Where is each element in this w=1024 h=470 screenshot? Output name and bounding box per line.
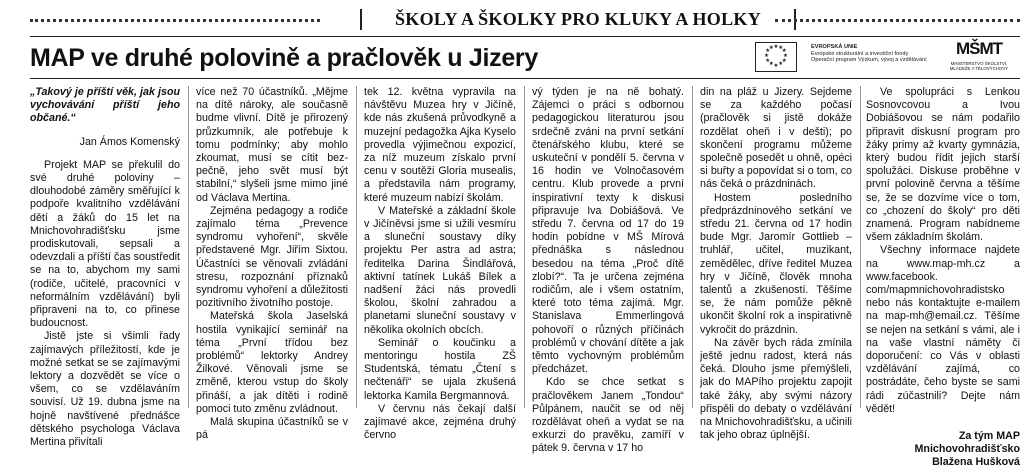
eu-star-icon: ★ bbox=[783, 53, 788, 59]
msmt-name-line2: MLÁDEŽE A TĚLOVÝCHOVY bbox=[949, 66, 1009, 71]
msmt-name-line1: MINISTERSTVO ŠKOLSTVÍ, bbox=[950, 61, 1008, 66]
rubric-title: ŠKOLY A ŠKOLKY PRO KLUKY A HOLKY bbox=[360, 9, 796, 30]
msmt-logo bbox=[948, 40, 1010, 74]
column-divider bbox=[188, 86, 189, 408]
paragraph: vý týden je na ně bohatý. Zájemci o práci s odbornou pedagogickou literaturou jsou srdečně zváni na první setkání čtenářského klubu, které se uskuteční v pondělí 5. června v 16 hodin ve Volnočasovém centru. Klub provede a první inspirativní texty k diskusi připravuje Iva Dobiášová. Ve středu 7. června od 17 do 19 hodin pobídne v MŠ Mírová přednáška s následnou besedou na téma „Proč dítě zlobí?“. Ta je určena zejména rodičům, ale i všem ostatním, které toto téma zajímá. Mgr. Stanislava Emmerlingová pohovoří o různých příčinách problémů v chování dítěte a jak těmto vychovným problémům předcházet. bbox=[532, 86, 684, 376]
eu-star-icon: ★ bbox=[768, 44, 774, 51]
eu-star-icon: ★ bbox=[773, 43, 779, 50]
eu-star-icon: ★ bbox=[773, 62, 779, 69]
eu-star-icon: ★ bbox=[781, 57, 787, 64]
eu-logo-line1: EVROPSKÁ UNIE bbox=[811, 44, 858, 50]
signoff-team: Za tým MAP Mnichovohradišťsko bbox=[914, 430, 1020, 456]
paragraph: Malá skupina účastníků se v pá bbox=[196, 416, 348, 442]
paragraph: din na pláž u Jizery. Sejdeme se za každého počasí (pračlověk si jistě dokáže rozdělat oheň i v dešti); po skončení programu můžeme společně posedět u ohně, opéci si buřty a popovídat si o tom, co nás čeká o prázdninách. bbox=[700, 86, 852, 191]
top-rule bbox=[30, 36, 1020, 37]
paragraph: Hostem posledního předprázdninového setkání ve středu 21. června od 17 hodin bude Mgr. Jaromír Gottlieb – truhlář, učitel, muzikant, zemědělec, dříve ředitel Muzea hry v Jičíně, člověk mnoha talentů a zkušeností. Těšíme se, že nám pomůže pěkně ukončit školní rok a inspirativně vykročit do prázdnin. bbox=[700, 191, 852, 336]
eu-star-icon: ★ bbox=[765, 48, 771, 55]
eu-star-icon: ★ bbox=[778, 61, 784, 68]
motto-quote: „Takový je příští věk, jak jsou vychovávání příští jeho občané.“ bbox=[30, 86, 180, 125]
eu-logo-line3: Operační program Výzkum, vývoj a vzdělávání bbox=[811, 57, 927, 64]
msmt-mark: MŠMT bbox=[956, 39, 1003, 58]
paragraph: více než 70 účastníků. „Mějme na dítě nároky, ale současně budme vlivní. Dítě je přirozený průzkumník, ale potřebuje k tomu podmínky; aby mohlo zkoumat, musí se cítit bezpečně, jeho svět musí být stabilní,“ slyšeli jsme mimo jiné od Václava Mertina. bbox=[196, 86, 348, 204]
paragraph: Všechny informace najdete na www.map-mh.cz a www.facebook. com/mapmnichovohradistsko nebo nás kontaktujte e-mailem na map-mh@email.cz. Těšíme se nejen na setkání s vámi, ale i na vaše vlastní náměty či doporučení: co Vás v oblasti vzdělávání zajímá, co postrádáte, čeho byste se sami rádi zúčastnili? Dejte nám vědět! bbox=[866, 244, 1020, 415]
paragraph: Mateřská škola Jaselská hostila vynikající seminář na téma „První třídou bez problémů“ lektorky Andrey Žilkové. Věnovali jsme se změně, kterou vstup do školy přináší, a jak dítěti i rodině pomoci tuto změnu zvládnout. bbox=[196, 310, 348, 415]
section-rubric bbox=[30, 5, 1020, 31]
eu-star-icon: ★ bbox=[778, 44, 784, 51]
eu-star-icon: ★ bbox=[764, 53, 769, 59]
signoff-name: Blažena Hušková bbox=[932, 456, 1020, 469]
eu-star-icon: ★ bbox=[765, 57, 771, 64]
paragraph: Zejména pedagogy a rodiče zajímalo téma „Prevence syndromu vyhoření“, skvěle představené Mgr. Jiřím Sixtou. Účastníci se věnovali zvládání stresu, rozpoznání příznaků syndromu vyhoření a důležitosti pozitivního životního postoje. bbox=[196, 204, 348, 310]
eu-star-icon: ★ bbox=[768, 61, 774, 68]
eu-logo-line2: Evropské strukturální a investiční fondy bbox=[811, 50, 909, 57]
msmt-name bbox=[948, 61, 1010, 71]
paragraph: Jistě jste si všimli řady zajímavých příležitostí, kde je možné setkat se se zajímavými lektory a dozvědět se více o všem, co se vzdělaváním souvisí. Už 19. dubna jsme na hojně navštívené přednášce dětského psychologa Václava Mertina přivítali bbox=[30, 330, 180, 449]
article-column-3 bbox=[364, 86, 516, 442]
column-divider bbox=[692, 86, 693, 408]
paragraph: tek 12. května vypravila na návštěvu Muzea hry v Jičíně, kde nás zkušená průvodkyně a muzejní pedagožka Ajka Kyselo provedla výjimečnou expozicí, za níž muzeum získalo první cenu v soutěži Gloria musealis, a představila nám programy, které muzeum nabízí školám. bbox=[364, 86, 516, 204]
paragraph: Kdo se chce setkat s pračlověkem Janem „Tondou“ Půlpánem, naučit se od něj rozdělávat oheň a vydat se na exkurzi do pravěku, zamíří v pátek 9. června v 17 ho bbox=[532, 376, 684, 455]
eu-logo-text bbox=[811, 44, 927, 64]
paragraph: V červnu nás čekají další zajímavé akce, zejména druhý červno bbox=[364, 402, 516, 442]
header-rule bbox=[30, 78, 1020, 79]
column-divider bbox=[524, 86, 525, 408]
eu-flag-icon bbox=[755, 42, 797, 72]
article-column-2 bbox=[196, 86, 348, 442]
paragraph: Ve spolupráci s Lenkou Sosnovcovou a Ivou Dobiášovou se nám podařilo připravit diskusní program pro žáky primy až kvarty gymnázia, který budou řídit jejich starší spolužáci. Diskuse proběhne v první polovině června a těšíme se, že se dozvíme více o tom, co „chození do školy“ pro děti znamená. Program nabídneme všem základním školám. bbox=[866, 86, 1020, 244]
eu-star-icon: ★ bbox=[781, 48, 787, 55]
paragraph: V Mateřské a základní škole v Jičíněvsi jsme si užili vesmíru a sluneční soustavy díky projektu Per astra ad astra; ředitelka Darina Šindlářová, aktivní tatínek Lukáš Bílek a nadšení žáci nás provedli školou, školní zahradou a planetami sluneční soustavy v několika okolních obcích. bbox=[364, 204, 516, 336]
eu-logo bbox=[755, 42, 950, 74]
article-column-5 bbox=[700, 86, 852, 442]
paragraph: Na závěr bych ráda zmínila ještě jednu radost, která nás čeká. Dlouho jsme přemýšleli, jak do MAPího projektu zapojit také žáky, aby svými názory přispěli do debaty o vzdělávání na Mnichovohradišťsku, a učinili tak jeho obraz úplnější. bbox=[700, 336, 852, 442]
motto-author: Jan Ámos Komenský bbox=[79, 135, 180, 148]
paragraph: Seminář o koučinku a mentoringu hostila ZŠ Studentská, tématu „Čtení s nečtenáři“ se ujala zkušená lektorka Kamila Bergmannová. bbox=[364, 336, 516, 402]
article-column-6 bbox=[866, 86, 1020, 469]
rubric-dots-right bbox=[775, 19, 1020, 22]
article-column-1 bbox=[30, 86, 180, 449]
column-divider bbox=[860, 86, 861, 408]
article-headline: MAP ve druhé polovině a pračlověk u Jizery bbox=[30, 44, 538, 72]
column-divider bbox=[356, 86, 357, 408]
paragraph: Projekt MAP se překulil do své druhé poloviny – dlouhodobé záměry směřující k podpoře kvalitního vzdělávání dětí a žáků do 15 let na Mnichovohradišťsku jsme prodiskutovali, sepsali a odevzdali a příští čas soustředit se na to, abychom my sami (rodiče, učitelé, pracovníci v neformálním vzdělávání) byli připraveni na to, co přinese budoucnost. bbox=[30, 158, 180, 330]
article-column-4 bbox=[532, 86, 684, 455]
rubric-dots-left bbox=[30, 19, 320, 22]
